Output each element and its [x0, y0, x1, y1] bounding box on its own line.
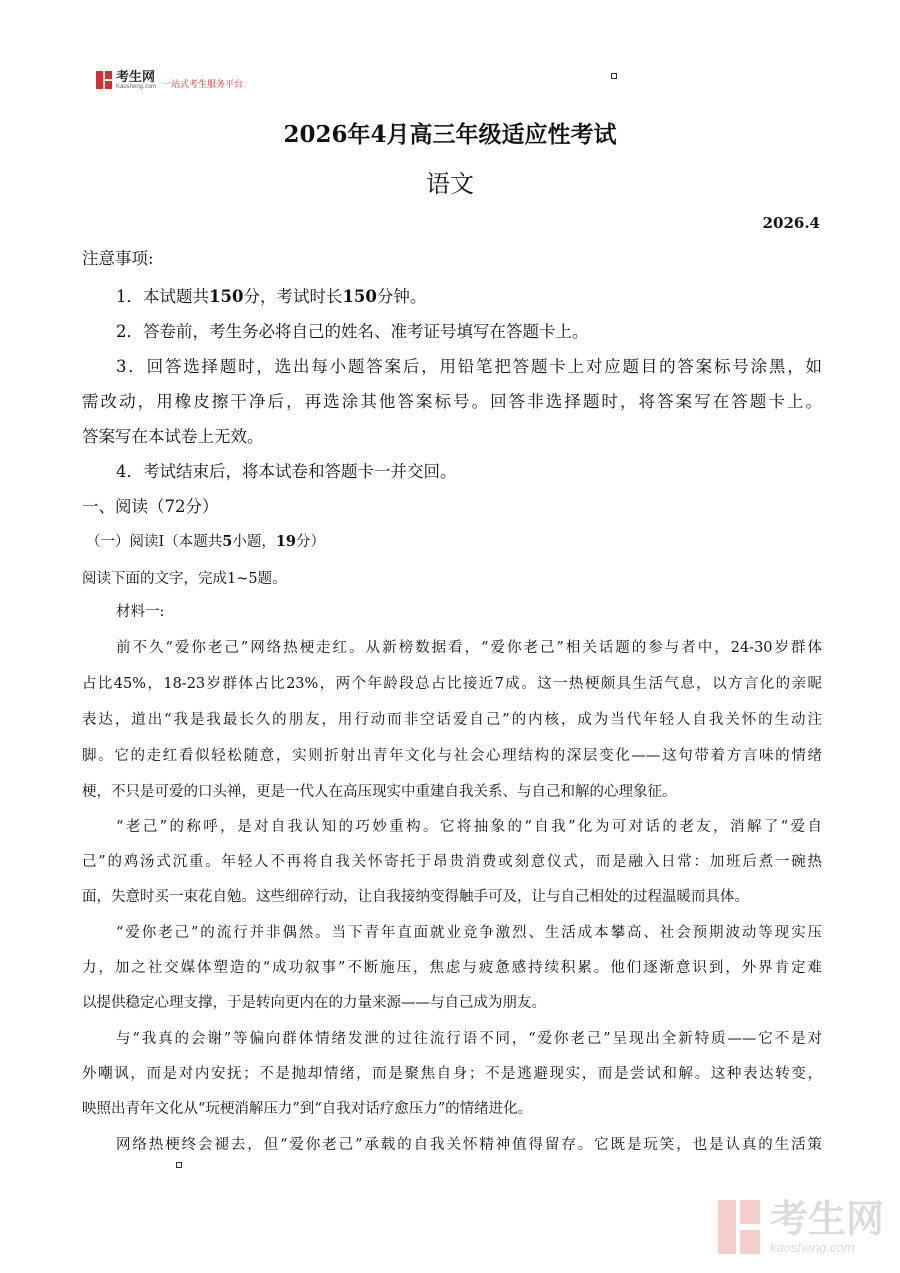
passage-line: 占比45%，18-23岁群体占比23%，两个年龄段总占比接近7成。这一热梗颇具生活气息，以方言化的亲昵 — [82, 676, 822, 692]
passage-line: 网络热梗终会褪去，但“爱你老己”承载的自我关怀精神值得留存。它既是玩笑，也是认真的生活策 — [116, 1137, 822, 1153]
watermark — [718, 1200, 884, 1254]
logo-slogan: 一站式考生服务平台 — [162, 78, 244, 89]
exam-title: 2026年4月高三年级适应性考试 — [283, 121, 617, 148]
notice-item-3-line-3: 答案写在本试卷上无效。 — [82, 427, 264, 446]
logo-domain: Kaosheng.com — [116, 84, 157, 90]
exam-date: 2026.4 — [762, 214, 820, 232]
notice-item-3-line-2: 需改动，用橡皮擦干净后，再选涂其他答案标号。回答非选择题时，将答案写在答题卡上。 — [82, 392, 822, 411]
passage-line: 以提供稳定心理支撑，于是转向更内在的力量来源——与自己成为朋友。 — [82, 995, 546, 1011]
site-logo[interactable] — [96, 70, 243, 90]
passage-line: 与“我真的会谢”等偏向群体情绪发泄的过往流行语不同，“爱你老己”呈现出全新特质——它不是对 — [116, 1031, 822, 1047]
passage-line: 脚。它的走红看似轻松随意，实则折射出青年文化与社会心理结构的深层变化——这句带着方言味的情绪 — [82, 748, 822, 764]
passage-line: 梗，不只是可爱的口头禅，更是一代人在高压现实中重建自我关系、与自己和解的心理象征。 — [82, 784, 677, 800]
passage-line: 己”的鸡汤式沉重。年轻人不再将自我关怀寄托于昂贵消费或刻意仪式，而是融入日常：加班后煮一碗热 — [82, 854, 822, 870]
notice-item-3-line-1: 3．回答选择题时，选出每小题答案后，用铅笔把答题卡上对应题目的答案标号涂黑，如 — [116, 357, 822, 376]
passage-line: 力，加之社交媒体塑造的“成功叙事”不断施压，焦虑与疲惫感持续积累。他们逐渐意识到，外界肯定难 — [82, 960, 822, 976]
logo-mark-icon — [96, 71, 112, 89]
passage-line: 表达，道出“我是我最长久的朋友，用行动而非空话爱自己”的内核，成为当代年轻人自我关怀的生动注 — [82, 712, 822, 728]
reading-instruction: 阅读下面的文字，完成1~5题。 — [82, 571, 287, 587]
marker-square-icon — [611, 73, 617, 79]
watermark-domain: kaosheng.com — [770, 1239, 855, 1255]
subject-title: 语文 — [426, 170, 474, 198]
watermark-logo-icon — [718, 1200, 762, 1254]
notice-item-2: 2．答卷前，考生务必将自己的姓名、准考证号填写在答题卡上。 — [116, 322, 589, 341]
passage-line: 前不久“爱你老己”网络热梗走红。从新榜数据看，“爱你老己”相关话题的参与者中，24-30岁群体 — [116, 640, 822, 656]
notice-item-1: 1．本试题共150分，考试时长150分钟。 — [116, 287, 427, 306]
marker-square-icon — [176, 1162, 182, 1168]
notice-heading: 注意事项: — [82, 249, 154, 268]
logo-name: 考生网 — [116, 69, 156, 84]
section-title: 一、阅读（72分） — [82, 497, 219, 516]
total-score: 150 — [209, 287, 244, 306]
passage-line: 映照出青年文化从“玩梗消解压力”到“自我对话疗愈压力”的情绪进化。 — [82, 1101, 533, 1117]
passage-line: 外嘲讽，而是对内安抚；不是抛却情绪，而是聚焦自身；不是逃避现实，而是尝试和解。这种表达转变， — [82, 1066, 822, 1082]
subsection-title: （一）阅读Ⅰ（本题共5小题，19分） — [86, 533, 326, 550]
exam-duration: 150 — [342, 287, 377, 306]
passage-line: “老己”的称呼，是对自我认知的巧妙重构。它将抽象的“自我”化为可对话的老友，消解了“爱自 — [116, 819, 822, 835]
notice-item-4: 4．考试结束后，将本试卷和答题卡一并交回。 — [116, 462, 457, 481]
material-label: 材料一: — [116, 604, 165, 620]
passage-line: “爱你老己”的流行并非偶然。当下青年直面就业竞争激烈、生活成本攀高、社会预期波动等现实压 — [116, 925, 822, 941]
watermark-name: 考生网 — [770, 1198, 885, 1241]
passage-line: 面，失意时买一束花自勉。这些细碎行动，让自我接纳变得触手可及，让与自己相处的过程温暖而具体。 — [82, 889, 749, 905]
